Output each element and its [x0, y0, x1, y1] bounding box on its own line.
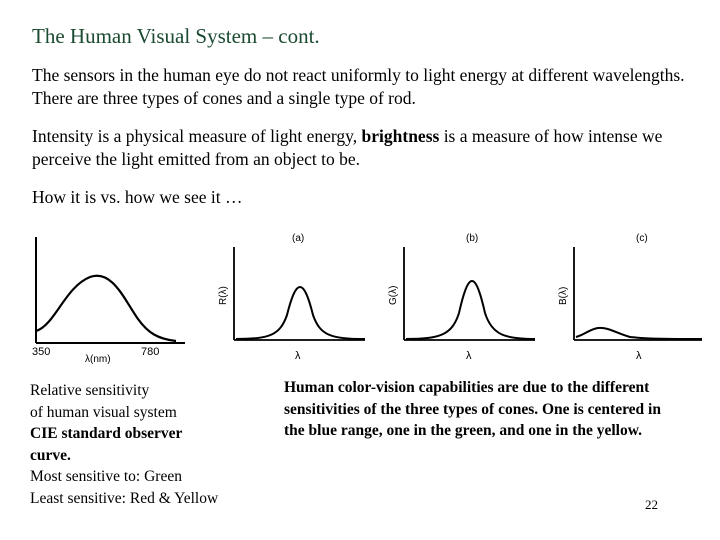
- panel-c-curve: [576, 328, 702, 339]
- red-cone-plot: [218, 233, 365, 362]
- panel-b-curve: [406, 281, 535, 339]
- panel-b-label: (b): [466, 233, 479, 244]
- sensitivity-plots: [0, 225, 720, 375]
- plots-canvas: [0, 225, 720, 375]
- paragraph-how-we-see: How it is vs. how we see it …: [32, 187, 243, 207]
- green-cone-plot: [388, 233, 535, 362]
- caption-line-bold: CIE standard observer: [30, 425, 183, 442]
- caption-line: Least sensitive: Red & Yellow: [30, 489, 219, 507]
- x-axis-label: λ(nm): [85, 354, 111, 365]
- panel-a-label: (a): [292, 233, 305, 244]
- brightness-text: is a measure of how intense we perceive the light emitted from an object to be.: [32, 126, 663, 169]
- panel-c-y-label: B(λ): [558, 286, 569, 305]
- panel-a-y-label: R(λ): [218, 286, 229, 305]
- caption-line: Relative sensitivity: [30, 382, 150, 399]
- panel-c-label: (c): [636, 233, 648, 244]
- slide-title: The Human Visual System – cont.: [32, 24, 320, 48]
- caption-line: of human visual system: [30, 403, 177, 421]
- sensitivity-caption: [30, 380, 280, 509]
- panel-a-curve: [236, 287, 365, 339]
- intensity-text: Intensity is a physical measure of light energy,: [32, 126, 362, 146]
- sensitivity-curve: [36, 276, 176, 341]
- cone-caption: Human color-vision capabilities are due to the different sensitivities of the three types of cones. One is centered in the blue range, one in the green, and one in the yellow.: [284, 379, 661, 439]
- caption-line: Most sensitive to: Green: [30, 468, 182, 485]
- panel-c-x-label: λ: [636, 350, 642, 362]
- page-number: 22: [645, 497, 658, 512]
- panel-a-x-label: λ: [295, 350, 301, 362]
- caption-line-bold: curve.: [30, 446, 71, 464]
- panel-b-x-label: λ: [466, 350, 472, 362]
- x-end-label: 780: [141, 346, 160, 358]
- paragraph-intensity: [32, 125, 692, 171]
- blue-cone-plot: [558, 233, 702, 362]
- paragraph-sensors: The sensors in the human eye do not react uniformly to light energy at different wavelengths. There are three types of cones and a single type of rod.: [32, 65, 685, 108]
- panel-b-y-label: G(λ): [388, 285, 399, 305]
- x-start-label: 350: [32, 346, 51, 358]
- sensitivity-curve-plot: [32, 237, 185, 365]
- brightness-term: brightness: [361, 126, 440, 146]
